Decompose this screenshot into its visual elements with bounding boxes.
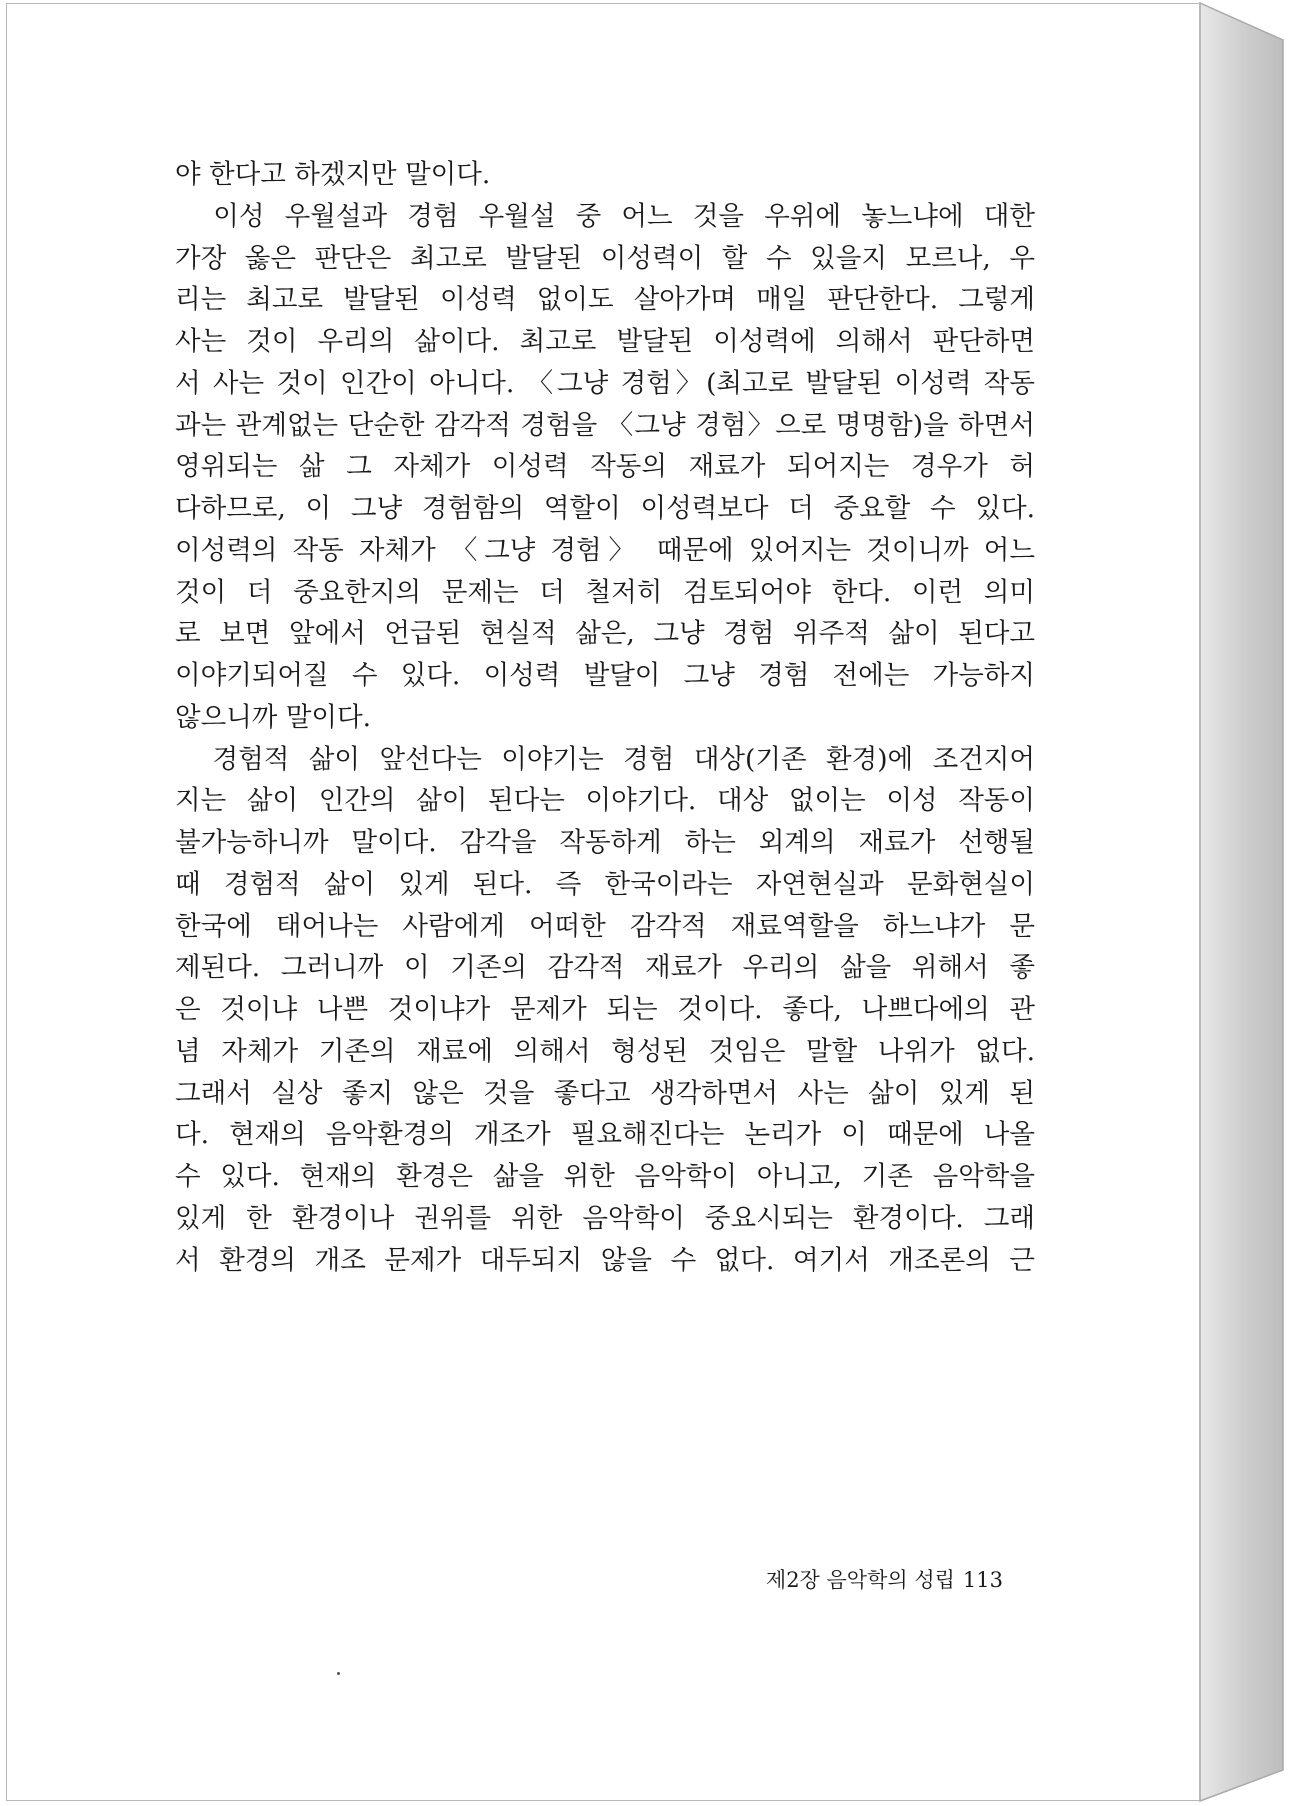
scan-speck [337,1672,340,1675]
text-line: 이성 우월설과 경험 우월설 중 어느 것을 우위에 놓느냐에 대한 [175,200,1035,232]
text-line: 가장 옳은 판단은 최고로 발달된 이성력이 할 수 있을지 모르나, 우 [175,242,1035,274]
running-footer [758,1564,1003,1594]
text-line: 그래서 실상 좋지 않은 것을 좋다고 생각하면서 사는 삶이 있게 된 [175,1077,1035,1109]
text-line: 리는 최고로 발달된 이성력 없이도 살아가며 매일 판단한다. 그렇게 [175,284,1035,316]
page-number: 113 [962,1568,1003,1592]
text-line: 은 것이냐 나쁜 것이냐가 문제가 되는 것이다. 좋다, 나쁘다에의 관 [175,994,1035,1025]
text-line: 다하므로, 이 그냥 경험함의 역할이 이성력보다 더 중요할 수 있다. [175,493,1035,524]
text-line: 수 있다. 현재의 환경은 삶을 위한 음악학이 아니고, 기존 음악학을 [175,1161,1035,1192]
text-line: 념 자체가 기존의 재료에 의해서 형성된 것임은 말할 나위가 없다. [175,1035,1035,1067]
text-line: 경험적 삶이 앞선다는 이야기는 경험 대상(기존 환경)에 조건지어 [175,743,1035,775]
text-line: 야 한다고 하겠지만 말이다. [175,159,491,190]
text-line: 것이 더 중요한지의 문제는 더 철저히 검토되어야 한다. 이런 의미 [175,576,1035,608]
text-line: 서 사는 것이 인간이 아니다. 〈그냥 경험〉(최고로 발달된 이성력 작동 [175,367,1035,399]
text-line: 불가능하니까 말이다. 감각을 작동하게 하는 외계의 재료가 선행될 [175,827,1035,858]
text-line: 이야기되어질 수 있다. 이성력 발달이 그냥 경험 전에는 가능하지 [175,660,1035,691]
spine-face [1200,3,1283,1801]
text-line: 서 환경의 개조 문제가 대두되지 않을 수 없다. 여기서 개조론의 근 [175,1244,1035,1276]
text-line: 다. 현재의 음악환경의 개조가 필요해진다는 논리가 이 때문에 나올 [175,1119,1035,1151]
text-line: 로 보면 앞에서 언급된 현실적 삶은, 그냥 경험 위주적 삶이 된다고 [175,618,1035,650]
text-line: 한국에 태어나는 사람에게 어떠한 감각적 재료역할을 하느냐가 문 [175,910,1035,942]
text-line: 지는 삶이 인간의 삶이 된다는 이야기다. 대상 없이는 이성 작동이 [175,785,1035,817]
text-line: 과는 관계없는 단순한 감각적 경험을 〈그냥 경험〉으로 명명함)을 하면서 [175,409,1035,441]
text-line: 사는 것이 우리의 삶이다. 최고로 발달된 이성력에 의해서 판단하면 [175,326,1035,357]
footer-chapter-title: 제2장 음악학의 성립 [765,1568,955,1592]
text-line: 이성력의 작동 자체가 〈그냥 경험〉 때문에 있어지는 것이니까 어느 [175,534,1035,566]
text-line: 않으니까 말이다. [175,701,372,733]
text-line: 때 경험적 삶이 있게 된다. 즉 한국이라는 자연현실과 문화현실이 [175,868,1035,900]
text-line: 제된다. 그러니까 이 기존의 감각적 재료가 우리의 삶을 위해서 좋 [175,952,1035,984]
book-page [6,3,1200,1801]
text-line: 있게 한 환경이나 권위를 위한 음악학이 중요시되는 환경이다. 그래 [175,1202,1035,1234]
text-line: 영위되는 삶 그 자체가 이성력 작동의 재료가 되어지는 경우가 허 [175,451,1035,483]
body-text [175,154,1035,1281]
